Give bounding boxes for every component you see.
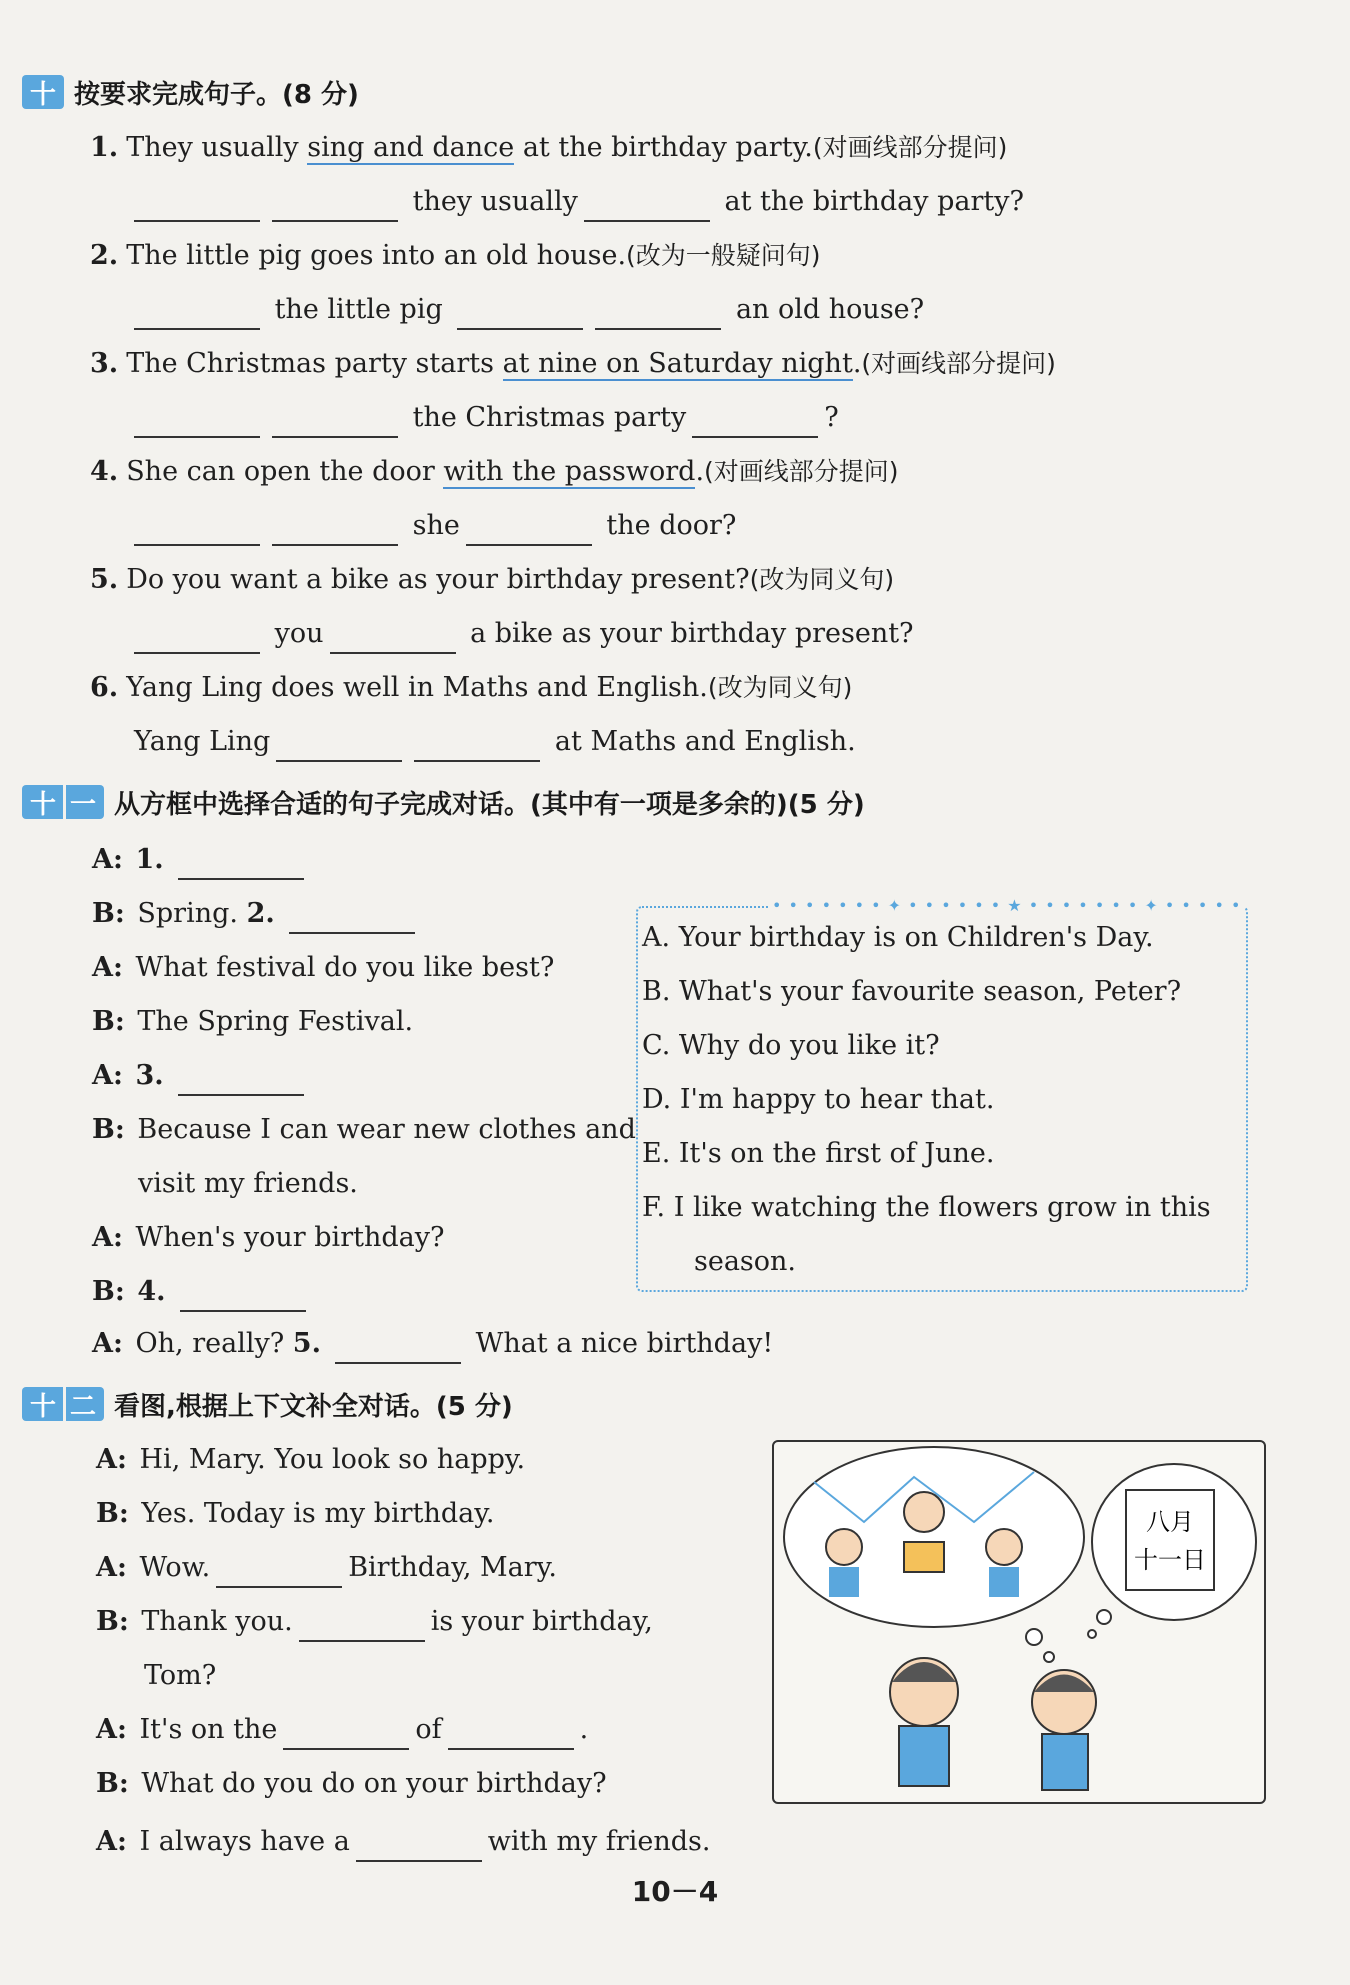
dlg11-line-7: visit my friends. [138,1168,358,1199]
blank-input[interactable] [595,302,721,330]
blank-input[interactable] [466,518,592,546]
blank-input[interactable] [448,1722,574,1750]
dlg12-line-4: B: Thank you. is your birthday, [96,1602,653,1642]
dlg11-line-10: A: Oh, really? 5. What a nice birthday! [92,1324,773,1364]
birthday-scene-icon [774,1442,1264,1802]
option-a: A. Your birthday is on Children's Day. [642,922,1154,953]
blank-input[interactable] [216,1560,342,1588]
blank-input[interactable] [178,852,304,880]
blank-input[interactable] [692,410,818,438]
q10-4-prompt: 4. She can open the door with the password.(对画线部分提问) [90,456,899,487]
q10-5-answer: you a bike as your birthday present? [128,614,914,654]
dlg11-line-9: B: 4. [92,1272,312,1312]
dlg11-line-1: A: 1. [92,840,310,880]
q10-2-answer: the little pig an old house? [128,290,924,330]
blank-input[interactable] [272,194,398,222]
blank-input[interactable] [134,626,260,654]
option-d: D. I'm happy to hear that. [642,1084,995,1115]
blank-input[interactable] [180,1284,306,1312]
dlg12-line-3: A: Wow. Birthday, Mary. [96,1548,557,1588]
option-b: B. What's your favourite season, Peter? [642,976,1182,1007]
q10-4-answer: she the door? [128,506,736,546]
calendar-month: 八月 [1146,1508,1194,1536]
section-12-header [22,1384,513,1424]
section-10-header [22,72,359,112]
section-12-title: 看图,根据上下文补全对话。(5 分) [114,1391,513,1422]
page-number: 10－4 [631,1875,719,1908]
section-11-tag: 十 一 [22,785,104,819]
blank-input[interactable] [272,410,398,438]
birthday-illustration [772,1440,1266,1804]
q10-6-answer: Yang Ling at Maths and English. [134,722,856,762]
q10-2-prompt: 2. The little pig goes into an old house.(改为一般疑问句) [90,240,821,271]
option-e: E. It's on the first of June. [642,1138,995,1169]
blank-input[interactable] [356,1834,482,1862]
q10-1-prompt: 1. They usually sing and dance at the birthday party.(对画线部分提问) [90,132,1008,163]
dlg12-line-2: B: Yes. Today is my birthday. [96,1498,495,1529]
option-f-cont: season. [694,1246,797,1277]
q10-3-answer: the Christmas party ? [128,398,839,438]
blank-input[interactable] [289,906,415,934]
dlg12-line-6: A: It's on the of . [96,1710,588,1750]
dlg12-line-8: A: I always have a with my friends. [96,1822,710,1862]
blank-input[interactable] [272,518,398,546]
blank-input[interactable] [584,194,710,222]
section-12-tag: 十 二 [22,1387,104,1421]
calendar-day: 十一日 [1134,1546,1206,1574]
dlg12-line-1: A: Hi, Mary. You look so happy. [96,1444,526,1475]
q10-3-prompt: 3. The Christmas party starts at nine on Saturday night.(对画线部分提问) [90,348,1056,379]
section-11-header [22,782,865,822]
dlg12-line-5: Tom? [144,1660,217,1691]
dlg11-line-5: A: 3. [92,1056,310,1096]
blank-input[interactable] [134,410,260,438]
q10-4-underlined: with the password [443,456,696,487]
option-f: F. I like watching the flowers grow in this [642,1192,1211,1223]
section-10-title: 按要求完成句子。(8 分) [74,79,359,110]
blank-input[interactable] [335,1336,461,1364]
q10-1-answer: they usually at the birthday party? [128,182,1024,222]
blank-input[interactable] [330,626,456,654]
dlg11-line-6: B: Because I can wear new clothes and [92,1114,636,1145]
q10-6-prompt: 6. Yang Ling does well in Maths and English.(改为同义句) [90,672,853,703]
blank-input[interactable] [134,518,260,546]
option-c: C. Why do you like it? [642,1030,940,1061]
blank-input[interactable] [414,734,540,762]
dlg11-line-4: B: The Spring Festival. [92,1006,414,1037]
blank-input[interactable] [134,194,260,222]
section-11-title: 从方框中选择合适的句子完成对话。(其中有一项是多余的)(5 分) [114,789,865,820]
blank-input[interactable] [283,1722,409,1750]
blank-input[interactable] [299,1614,425,1642]
blank-input[interactable] [457,302,583,330]
star-decoration-icon: • • • • • • • ✦ • • • • • • ★ • • • • • • • ✦ • • • • • [768,896,1245,915]
blank-input[interactable] [134,302,260,330]
dlg11-line-2: B: Spring. 2. [92,894,421,934]
dlg12-line-7: B: What do you do on your birthday? [96,1768,607,1799]
q10-5-prompt: 5. Do you want a bike as your birthday present?(改为同义句) [90,564,895,595]
blank-input[interactable] [276,734,402,762]
q10-3-underlined: at nine on Saturday night [502,348,853,379]
dlg11-line-3: A: What festival do you like best? [92,952,555,983]
dlg11-line-8: A: When's your birthday? [92,1222,445,1253]
blank-input[interactable] [178,1068,304,1096]
q10-1-underlined: sing and dance [307,132,515,163]
section-10-tag: 十 [22,75,64,109]
